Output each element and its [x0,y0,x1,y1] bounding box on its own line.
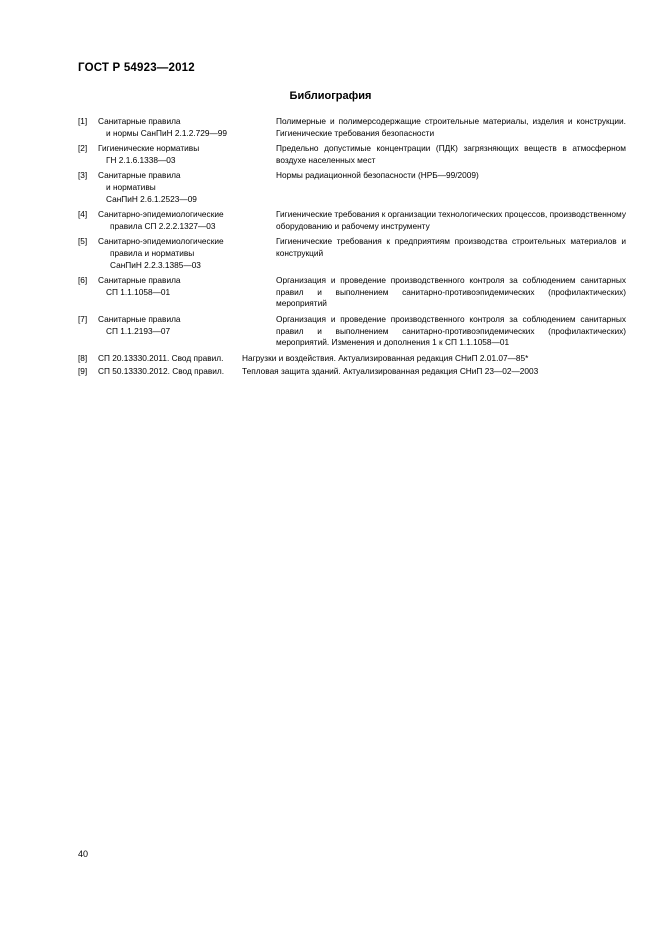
entry-reference-line: СанПиН 2.6.1.2523—09 [106,193,197,204]
entry-number: [8] [78,352,88,363]
entry-reference [98,170,258,205]
list-item [78,170,626,205]
entry-reference-line: ГН 2.1.6.1338—03 [106,154,176,165]
entry-reference-line: СанПиН 2.2.3.1385—03 [110,259,201,270]
entry-number: [5] [78,236,88,247]
list-item [78,314,626,349]
list-item [78,236,626,271]
list-item [78,209,626,232]
entry-reference-line: и нормативы [106,181,156,192]
entry-reference-line: правила и нормативы [110,247,195,258]
document-header: ГОСТ Р 54923—2012 [78,62,195,74]
page-number: 40 [78,849,89,859]
entry-reference-line: СП 50.13330.2012. Свод правил. [98,366,225,377]
entry-reference [98,275,258,298]
list-item [78,353,626,365]
entry-description: Предельно допустимые концентрации (ПДК) загрязняющих веществ в атмосферном воздухе населенных мест [276,143,626,165]
entry-number: [1] [78,116,88,126]
entry-reference-line: и нормы СанПиН 2.1.2.729—99 [106,127,228,138]
page-title: Библиография [289,90,372,102]
entry-number: [2] [78,143,88,154]
entry-reference-line: СП 1.1.1058—01 [106,286,171,297]
list-item [78,116,626,139]
entry-description: Полимерные и полимерсодержащие строительные материалы, изделия и конструкции. Гигиенические требования безопасности [276,116,626,138]
entry-reference [98,116,258,139]
entry-reference-line: Санитарно-эпидемиологические [98,209,224,220]
entry-reference [98,366,226,378]
entry-description: Нормы радиационной безопасности (НРБ—99/2009) [276,170,479,181]
entry-description: Нагрузки и воздействия. Актуализированная редакция СНиП 2.01.07—85* [242,352,529,363]
entry-description: Гигиенические требования к организации технологических процессов, производственному оборудованию и рабочему инструменту [276,209,626,231]
entry-reference-line: Санитарные правила [98,313,181,324]
entry-reference-line: Санитарные правила [98,275,181,286]
entry-reference-line: Санитарные правила [98,116,181,126]
entry-number: [9] [78,366,88,377]
list-item [78,143,626,166]
entry-reference-line: СП 1.1.2193—07 [106,325,171,336]
entry-number: [7] [78,313,88,324]
list-item [78,275,626,310]
list-item [78,366,626,378]
entry-number: [4] [78,209,88,220]
entry-reference [98,143,258,166]
entry-description: Организация и проведение производственного контроля за соблюдением санитарных правил и выполнением санитарно-противоэпидемических (профилактических) мероприятий [276,275,626,309]
entry-description: Организация и проведение производственного контроля за соблюдением санитарных правил и выполнением санитарно-противоэпидемических (профилактических) мероприятий. Изменения и дополнения 1 к СП 1.1.1058—01 [276,313,626,348]
entry-reference-line: СП 20.13330.2011. Свод правил. [98,352,224,363]
entry-reference [98,353,226,365]
entry-reference [98,236,258,271]
entry-description: Тепловая защита зданий. Актуализированная редакция СНиП 23—02—2003 [242,366,539,377]
bibliography-list [78,116,626,380]
entry-reference [98,209,258,232]
entry-reference-line: Санитарные правила [98,170,181,181]
entry-reference-line: Санитарно-эпидемиологические [98,236,224,247]
entry-number: [6] [78,275,88,286]
entry-reference-line: правила СП 2.2.2.1327—03 [110,220,216,231]
entry-description: Гигиенические требования к предприятиям производства строительных материалов и конструкций [276,236,626,258]
entry-reference-line: Гигиенические нормативы [98,143,200,154]
entry-number: [3] [78,170,88,181]
entry-reference [98,314,258,337]
